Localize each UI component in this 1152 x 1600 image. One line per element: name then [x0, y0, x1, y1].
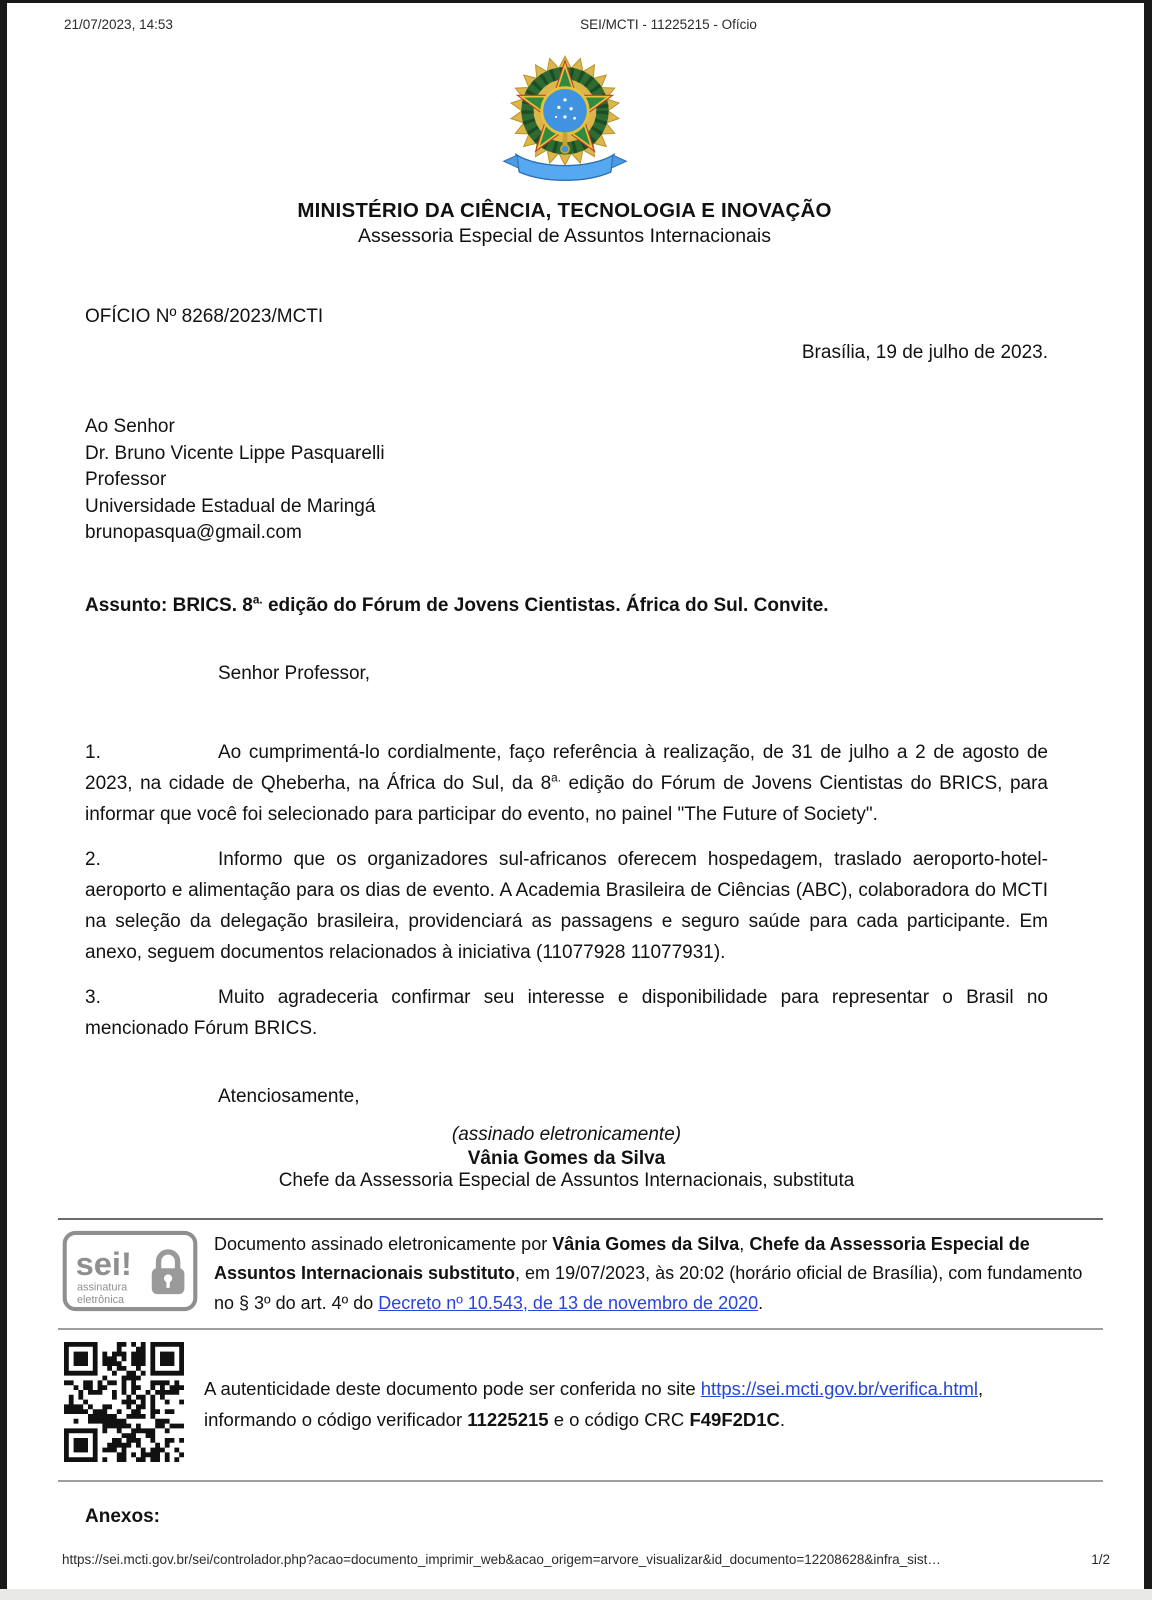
print-footer-page: 1/2	[1091, 1552, 1110, 1567]
paragraph-number: 2.	[85, 848, 101, 870]
window-bottom-edge	[0, 1589, 1152, 1600]
verifica-link[interactable]: https://sei.mcti.gov.br/verifica.html	[700, 1378, 979, 1399]
department-name: Assessoria Especial de Assuntos Internacionais	[358, 225, 771, 247]
subject-text: edição do Fórum de Jovens Cientistas. África do Sul. Convite.	[262, 594, 829, 616]
subject-superscript: a.	[252, 593, 263, 607]
verification-block	[58, 1330, 1103, 1482]
recipient-line: Professor	[85, 469, 167, 490]
browser-print-header	[58, 17, 1103, 34]
verification-statement: A autenticidade deste documento pode ser conferida no site https://sei.mcti.gov.br/verifica.html, informando o código verificador 11225215 e o código CRC F49F2D1C.	[204, 1378, 984, 1430]
recipient-line: Universidade Estadual de Maringá	[85, 495, 376, 517]
paragraph-1: 1. Ao cumprimentá-lo cordialmente, faço referência à realização, de 31 de julho a 2 de agosto de 2023, na cidade de Qheberha, na África do Sul, da $8^{a.}$ edição do Fórum de Jovens Cientistas do BRICS, para informar que você foi selecionado para participar do evento, no painel "The Future of Society".	[85, 737, 1048, 830]
sei-logo-sub1: assinatura	[76, 1281, 128, 1294]
sei-logo-word: sei!	[75, 1245, 132, 1283]
paragraph-number: 1.	[85, 741, 101, 763]
recipient-line: Dr. Bruno Vicente Lippe Pasquarelli	[85, 442, 385, 464]
print-document-title: SEI/MCTI - 11225215 - Ofício	[580, 17, 757, 32]
esignature-stamp-block	[58, 1218, 1103, 1331]
decreto-link[interactable]: Decreto nº 10.543, de 13 de novembro de 2020	[378, 1292, 759, 1313]
ministry-name: MINISTÉRIO DA CIÊNCIA, TECNOLOGIA E INOVAÇÃO	[297, 199, 832, 222]
document-page	[7, 3, 1144, 1589]
oficio-number: OFÍCIO Nº 8268/2023/MCTI	[85, 306, 324, 327]
dateline: Brasília, 19 de julho de 2023.	[801, 342, 1048, 363]
recipient-block	[85, 414, 1048, 547]
qr-code-icon	[64, 1341, 186, 1468]
esignature-statement: Documento assinado eletronicamente por Vânia Gomes da Silva, Chefe da Assessoria Especial de Assuntos Internacionais substituto, em 19/07/2023, às 20:02 (horário oficial de Brasília), com fundamento no § 3º do art. 4º do Decreto nº 10.543, de 13 de novembro de 2020.	[214, 1233, 1083, 1313]
recipient-email: brunopasqua@gmail.com	[85, 522, 302, 543]
verifier-code: 11225215	[467, 1408, 549, 1430]
crc-code: F49F2D1C	[689, 1408, 780, 1430]
closing-regards: Atenciosamente,	[218, 1085, 360, 1107]
paragraph-3: 3. Muito agradeceria confirmar seu interesse e disponibilidade para representar o Brasil no mencionado Fórum BRICS.	[85, 982, 1048, 1044]
paragraph-number: 3.	[85, 986, 101, 1008]
print-datetime: 21/07/2023, 14:53	[64, 17, 173, 32]
recipient-line: Ao Senhor	[85, 416, 175, 437]
sei-logo-sub2: eletrônica	[76, 1294, 125, 1307]
salutation: Senhor Professor,	[218, 662, 371, 684]
signer-name: Vânia Gomes da Silva	[467, 1147, 666, 1169]
stamp-signer-name: Vânia Gomes da Silva	[552, 1233, 740, 1254]
print-footer-url: https://sei.mcti.gov.br/sei/controlador.php?acao=documento_imprimir_web&acao_origem=arvore_visualizar&id_documento=12208628&infra_sist…	[62, 1552, 941, 1567]
stamp-signer-role: Chefe da Assessoria Especial de Assuntos Internacionais substituto	[214, 1233, 1030, 1283]
esignature-note: (assinado eletronicamente)	[451, 1123, 682, 1145]
paragraph-2: 2. Informo que os organizadores sul-africanos oferecem hospedagem, traslado aeroporto-hotel-aeroporto e alimentação para os dias de evento. A Academia Brasileira de Ciências (ABC), colaboradora do MCTI na seleção da delegação brasileira, providenciará as passagens e seguro saúde para cada participante. Em anexo, seguem documentos relacionados à iniciativa (11077928 11077931).	[85, 844, 1048, 968]
subject-text: Assunto: BRICS. 8	[85, 594, 253, 616]
letterhead	[42, 52, 1087, 248]
brazil-coat-of-arms-icon	[490, 52, 640, 190]
browser-print-footer	[62, 1552, 1110, 1567]
attachments-label: Anexos:	[85, 1506, 160, 1527]
subject-line	[85, 595, 1048, 617]
signer-role: Chefe da Assessoria Especial de Assuntos Internacionais, substituta	[278, 1169, 855, 1191]
sei-logo-icon	[62, 1230, 198, 1312]
sei-signature-badge	[62, 1230, 198, 1317]
